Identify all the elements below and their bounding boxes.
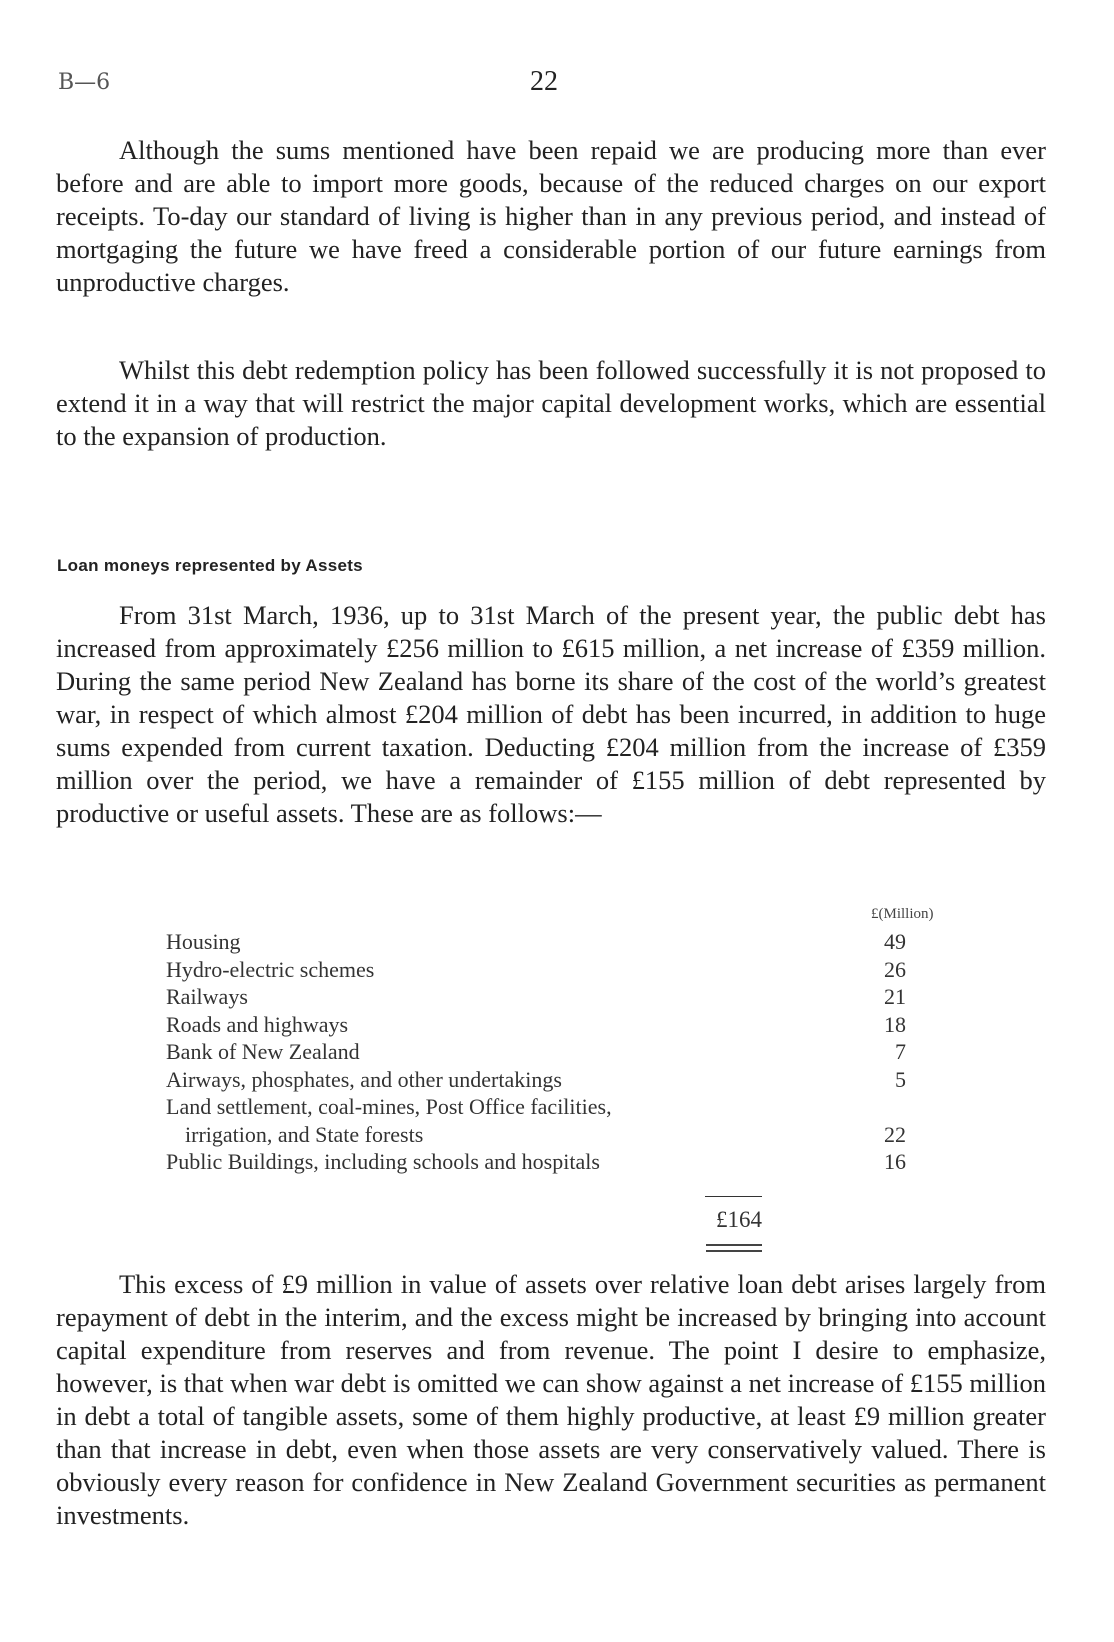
paragraph-production: Although the sums mentioned have been repaid we are producing more than ever before and are able to import more goods, because of the reduced charges on our export receipts. To-day our standard of living is higher than in any previous period, and instead of mortgaging the future we have freed a considerable portion of our future earnings from unproductive charges. — [56, 135, 1046, 297]
row-value: 16 — [884, 1149, 906, 1174]
paragraph-debt-redemption: Whilst this debt redemption policy has been followed successfully it is not proposed to extend it in a way that will restrict the major capital development works, which are essential to the expansion of production. — [56, 355, 1046, 451]
section-heading: Loan moneys represented by Assets — [57, 556, 363, 575]
total-double-rule — [706, 1244, 762, 1252]
table-row — [166, 928, 946, 956]
paragraph-excess-assets: This excess of £9 million in value of assets over relative loan debt arises largely from repayment of debt in the interim, and the excess might be increased by bringing into account capital expenditure from reserves and from revenue. The point I desire to emphasize, however, is that when war debt is omitted we can show against a net increase of £155 million in debt a total of tangible assets, some of them highly productive, at least £9 million greater than that increase in debt, even when those assets are very conservatively valued. There is obviously every reason for confidence in New Zealand Government securities as permanent investments. — [56, 1269, 1046, 1530]
table-total: £164 — [716, 1207, 762, 1232]
row-value: 5 — [895, 1066, 906, 1092]
row-label: Roads and highways — [166, 1011, 349, 1037]
document-reference: B—6 — [58, 70, 111, 95]
row-value: 26 — [884, 956, 906, 982]
paragraph-public-debt: From 31st March, 1936, up to 31st March of the present year, the public debt has increased from approximately £256 million to £615 million, a net increase of £359 million. During the same period New Zealand has borne its share of the cost of the world’s greatest war, in respect of which almost £204 million of debt has been incurred, in addition to huge sums expended from current taxation. Deducting £204 million from the increase of £359 million over the period, we have a remainder of £155 million of debt represented by productive or useful assets. These are as follows:— — [56, 600, 1046, 828]
page-number: 22 — [530, 66, 558, 97]
row-label: Housing — [166, 929, 241, 954]
assets-table-rows — [166, 928, 946, 1176]
row-label: Public Buildings, including schools and hospitals — [166, 1149, 600, 1174]
table-row — [166, 1148, 946, 1176]
row-value: 7 — [895, 1039, 906, 1064]
table-row — [166, 983, 946, 1011]
table-row — [166, 1038, 946, 1066]
row-label: irrigation, and State forests — [185, 1121, 424, 1147]
row-value: 22 — [884, 1121, 906, 1147]
table-row — [166, 1011, 946, 1039]
table-row — [166, 956, 946, 984]
row-label: Hydro-electric schemes — [166, 956, 375, 982]
row-label: Railways — [166, 984, 248, 1009]
row-value: 18 — [884, 1011, 906, 1037]
table-row — [166, 1121, 946, 1149]
total-rule — [705, 1196, 762, 1197]
row-label: Airways, phosphates, and other undertakings — [166, 1066, 562, 1092]
table-row — [166, 1066, 946, 1094]
row-label: Bank of New Zealand — [166, 1039, 360, 1064]
row-label: Land settlement, coal-mines, Post Office facilities, — [166, 1094, 612, 1119]
row-value: 49 — [884, 929, 906, 954]
row-value: 21 — [884, 984, 906, 1009]
unit-header: £(Million) — [871, 906, 934, 922]
table-row — [166, 1093, 946, 1121]
